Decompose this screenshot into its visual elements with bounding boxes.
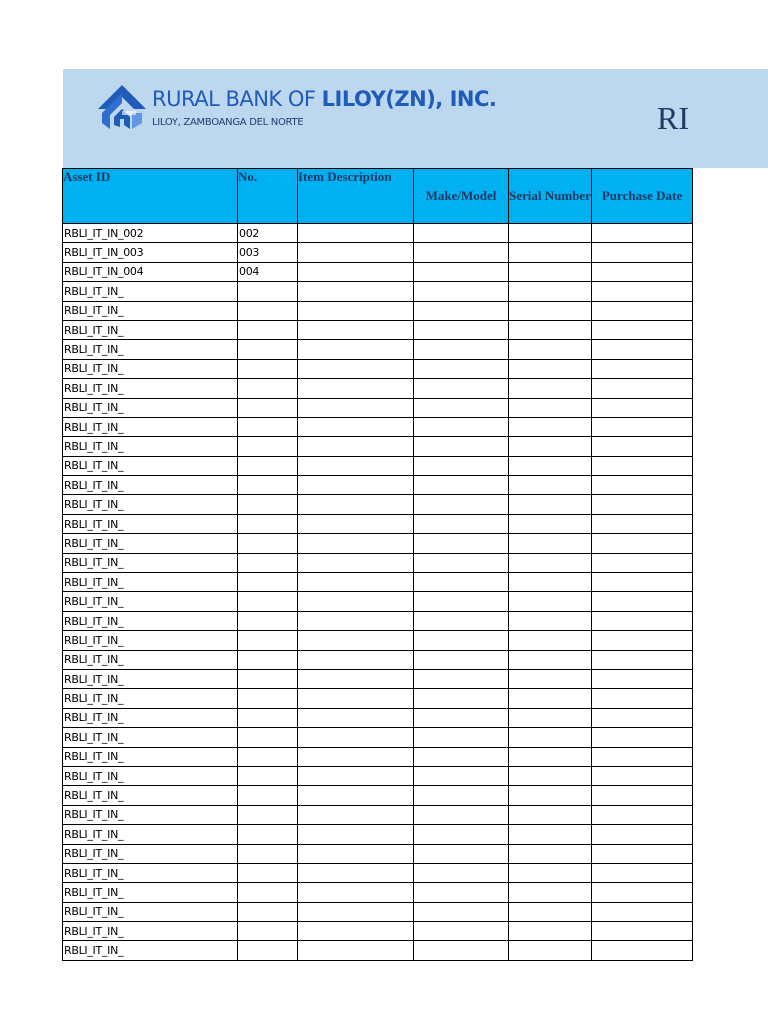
purchase-date-cell[interactable] xyxy=(592,320,693,339)
item-description-cell[interactable] xyxy=(298,534,414,553)
make-model-cell[interactable] xyxy=(414,611,509,630)
make-model-cell[interactable] xyxy=(414,825,509,844)
make-model-cell[interactable] xyxy=(414,786,509,805)
item-description-cell[interactable] xyxy=(298,805,414,824)
bank-address: LILOY, ZAMBOANGA DEL NORTE xyxy=(152,117,304,128)
table-row xyxy=(63,922,693,941)
purchase-date-cell[interactable] xyxy=(592,573,693,592)
serial-number-cell[interactable] xyxy=(509,224,592,243)
purchase-date-cell[interactable] xyxy=(592,534,693,553)
serial-number-cell[interactable] xyxy=(509,282,592,301)
table-row xyxy=(63,786,693,805)
serial-number-cell[interactable] xyxy=(509,611,592,630)
asset-id-cell[interactable]: RBLI_IT_IN_ xyxy=(63,301,238,320)
no-cell[interactable] xyxy=(238,863,298,882)
serial-number-cell[interactable] xyxy=(509,805,592,824)
no-cell[interactable]: 002 xyxy=(238,224,298,243)
serial-number-cell[interactable] xyxy=(509,417,592,436)
make-model-cell[interactable] xyxy=(414,340,509,359)
item-description-cell[interactable] xyxy=(298,708,414,727)
make-model-cell[interactable] xyxy=(414,456,509,475)
purchase-date-cell[interactable] xyxy=(592,359,693,378)
serial-number-cell[interactable] xyxy=(509,437,592,456)
item-description-cell[interactable] xyxy=(298,514,414,533)
asset-id-cell[interactable]: RBLI_IT_IN_ xyxy=(63,883,238,902)
no-cell[interactable]: 004 xyxy=(238,262,298,281)
table-row xyxy=(63,844,693,863)
item-description-cell[interactable] xyxy=(298,902,414,921)
make-model-cell[interactable] xyxy=(414,301,509,320)
column-header-no: No. xyxy=(238,169,298,224)
item-description-cell[interactable] xyxy=(298,476,414,495)
purchase-date-cell[interactable] xyxy=(592,669,693,688)
table-row xyxy=(63,495,693,514)
column-header-purchase-date: Purchase Date xyxy=(592,169,693,224)
asset-id-cell[interactable]: RBLI_IT_IN_ xyxy=(63,534,238,553)
asset-id-cell[interactable]: RBLI_IT_IN_ xyxy=(63,437,238,456)
asset-id-cell[interactable]: RBLI_IT_IN_ xyxy=(63,476,238,495)
table-row xyxy=(63,689,693,708)
table-row xyxy=(63,747,693,766)
serial-number-cell[interactable] xyxy=(509,592,592,611)
asset-table xyxy=(62,168,693,961)
table-row xyxy=(63,534,693,553)
serial-number-cell[interactable] xyxy=(509,825,592,844)
table-row xyxy=(63,476,693,495)
asset-id-cell[interactable]: RBLI_IT_IN_002 xyxy=(63,224,238,243)
asset-id-cell[interactable]: RBLI_IT_IN_ xyxy=(63,708,238,727)
no-cell[interactable]: 003 xyxy=(238,243,298,262)
table-row xyxy=(63,883,693,902)
table-row xyxy=(63,805,693,824)
purchase-date-cell[interactable] xyxy=(592,631,693,650)
column-header-make-model: Make/Model xyxy=(414,169,509,224)
no-cell[interactable] xyxy=(238,320,298,339)
no-cell[interactable] xyxy=(238,883,298,902)
no-cell[interactable] xyxy=(238,631,298,650)
serial-number-cell[interactable] xyxy=(509,747,592,766)
asset-id-cell[interactable]: RBLI_IT_IN_ xyxy=(63,611,238,630)
no-cell[interactable] xyxy=(238,728,298,747)
asset-id-cell[interactable]: RBLI_IT_IN_ xyxy=(63,863,238,882)
item-description-cell[interactable] xyxy=(298,243,414,262)
purchase-date-cell[interactable] xyxy=(592,301,693,320)
purchase-date-cell[interactable] xyxy=(592,340,693,359)
make-model-cell[interactable] xyxy=(414,863,509,882)
table-row xyxy=(63,301,693,320)
table-row xyxy=(63,669,693,688)
purchase-date-cell[interactable] xyxy=(592,224,693,243)
serial-number-cell[interactable] xyxy=(509,359,592,378)
serial-number-cell[interactable] xyxy=(509,573,592,592)
serial-number-cell[interactable] xyxy=(509,553,592,572)
item-description-cell[interactable] xyxy=(298,611,414,630)
column-header-serial-number: Serial Number xyxy=(509,169,592,224)
item-description-cell[interactable] xyxy=(298,437,414,456)
purchase-date-cell[interactable] xyxy=(592,476,693,495)
serial-number-cell[interactable] xyxy=(509,476,592,495)
make-model-cell[interactable] xyxy=(414,631,509,650)
table-body xyxy=(63,224,693,961)
table-row xyxy=(63,766,693,785)
no-cell[interactable] xyxy=(238,611,298,630)
item-description-cell[interactable] xyxy=(298,301,414,320)
asset-id-cell[interactable]: RBLI_IT_IN_ xyxy=(63,786,238,805)
asset-id-cell[interactable]: RBLI_IT_IN_ xyxy=(63,592,238,611)
serial-number-cell[interactable] xyxy=(509,708,592,727)
asset-id-cell[interactable]: RBLI_IT_IN_ xyxy=(63,728,238,747)
make-model-cell[interactable] xyxy=(414,669,509,688)
purchase-date-cell[interactable] xyxy=(592,437,693,456)
no-cell[interactable] xyxy=(238,398,298,417)
no-cell[interactable] xyxy=(238,825,298,844)
make-model-cell[interactable] xyxy=(414,476,509,495)
table-row xyxy=(63,398,693,417)
serial-number-cell[interactable] xyxy=(509,262,592,281)
table-row xyxy=(63,282,693,301)
serial-number-cell[interactable] xyxy=(509,631,592,650)
item-description-cell[interactable] xyxy=(298,320,414,339)
serial-number-cell[interactable] xyxy=(509,883,592,902)
asset-id-cell[interactable]: RBLI_IT_IN_ xyxy=(63,417,238,436)
table-row xyxy=(63,728,693,747)
no-cell[interactable] xyxy=(238,650,298,669)
purchase-date-cell[interactable] xyxy=(592,863,693,882)
purchase-date-cell[interactable] xyxy=(592,902,693,921)
asset-id-cell[interactable]: RBLI_IT_IN_003 xyxy=(63,243,238,262)
no-cell[interactable] xyxy=(238,902,298,921)
no-cell[interactable] xyxy=(238,476,298,495)
item-description-cell[interactable] xyxy=(298,728,414,747)
make-model-cell[interactable] xyxy=(414,398,509,417)
purchase-date-cell[interactable] xyxy=(592,495,693,514)
asset-id-cell[interactable]: RBLI_IT_IN_ xyxy=(63,747,238,766)
purchase-date-cell[interactable] xyxy=(592,805,693,824)
no-cell[interactable] xyxy=(238,534,298,553)
serial-number-cell[interactable] xyxy=(509,863,592,882)
no-cell[interactable] xyxy=(238,844,298,863)
serial-number-cell[interactable] xyxy=(509,728,592,747)
no-cell[interactable] xyxy=(238,379,298,398)
purchase-date-cell[interactable] xyxy=(592,922,693,941)
asset-id-cell[interactable]: RBLI_IT_IN_ xyxy=(63,282,238,301)
table-row xyxy=(63,611,693,630)
item-description-cell[interactable] xyxy=(298,825,414,844)
make-model-cell[interactable] xyxy=(414,553,509,572)
make-model-cell[interactable] xyxy=(414,243,509,262)
asset-id-cell[interactable]: RBLI_IT_IN_ xyxy=(63,553,238,572)
serial-number-cell[interactable] xyxy=(509,456,592,475)
table-row xyxy=(63,437,693,456)
no-cell[interactable] xyxy=(238,689,298,708)
asset-id-cell[interactable]: RBLI_IT_IN_ xyxy=(63,398,238,417)
table-row xyxy=(63,340,693,359)
make-model-cell[interactable] xyxy=(414,708,509,727)
table-row xyxy=(63,320,693,339)
item-description-cell[interactable] xyxy=(298,786,414,805)
item-description-cell[interactable] xyxy=(298,379,414,398)
asset-id-cell[interactable]: RBLI_IT_IN_ xyxy=(63,844,238,863)
item-description-cell[interactable] xyxy=(298,573,414,592)
serial-number-cell[interactable] xyxy=(509,844,592,863)
no-cell[interactable] xyxy=(238,941,298,960)
make-model-cell[interactable] xyxy=(414,282,509,301)
make-model-cell[interactable] xyxy=(414,844,509,863)
make-model-cell[interactable] xyxy=(414,747,509,766)
make-model-cell[interactable] xyxy=(414,922,509,941)
item-description-cell[interactable] xyxy=(298,262,414,281)
purchase-date-cell[interactable] xyxy=(592,379,693,398)
item-description-cell[interactable] xyxy=(298,359,414,378)
purchase-date-cell[interactable] xyxy=(592,243,693,262)
table-row xyxy=(63,359,693,378)
no-cell[interactable] xyxy=(238,495,298,514)
table-row xyxy=(63,262,693,281)
purchase-date-cell[interactable] xyxy=(592,514,693,533)
serial-number-cell[interactable] xyxy=(509,398,592,417)
serial-number-cell[interactable] xyxy=(509,340,592,359)
asset-id-cell[interactable]: RBLI_IT_IN_ xyxy=(63,631,238,650)
table-row xyxy=(63,514,693,533)
item-description-cell[interactable] xyxy=(298,456,414,475)
item-description-cell[interactable] xyxy=(298,553,414,572)
make-model-cell[interactable] xyxy=(414,417,509,436)
no-cell[interactable] xyxy=(238,708,298,727)
asset-id-cell[interactable]: RBLI_IT_IN_ xyxy=(63,514,238,533)
column-header-item-description: Item Description xyxy=(298,169,414,224)
serial-number-cell[interactable] xyxy=(509,786,592,805)
item-description-cell[interactable] xyxy=(298,592,414,611)
make-model-cell[interactable] xyxy=(414,437,509,456)
serial-number-cell[interactable] xyxy=(509,689,592,708)
make-model-cell[interactable] xyxy=(414,534,509,553)
purchase-date-cell[interactable] xyxy=(592,553,693,572)
serial-number-cell[interactable] xyxy=(509,650,592,669)
item-description-cell[interactable] xyxy=(298,631,414,650)
no-cell[interactable] xyxy=(238,573,298,592)
purchase-date-cell[interactable] xyxy=(592,689,693,708)
serial-number-cell[interactable] xyxy=(509,320,592,339)
serial-number-cell[interactable] xyxy=(509,243,592,262)
asset-id-cell[interactable]: RBLI_IT_IN_ xyxy=(63,805,238,824)
purchase-date-cell[interactable] xyxy=(592,941,693,960)
serial-number-cell[interactable] xyxy=(509,766,592,785)
bank-logo-icon xyxy=(96,83,148,135)
purchase-date-cell[interactable] xyxy=(592,825,693,844)
asset-id-cell[interactable]: RBLI_IT_IN_ xyxy=(63,922,238,941)
purchase-date-cell[interactable] xyxy=(592,786,693,805)
no-cell[interactable] xyxy=(238,340,298,359)
table-row xyxy=(63,243,693,262)
table-row xyxy=(63,863,693,882)
item-description-cell[interactable] xyxy=(298,398,414,417)
table-row xyxy=(63,708,693,727)
asset-id-cell[interactable]: RBLI_IT_IN_ xyxy=(63,359,238,378)
item-description-cell[interactable] xyxy=(298,340,414,359)
asset-id-cell[interactable]: RBLI_IT_IN_ xyxy=(63,456,238,475)
document-title: RI xyxy=(657,100,689,136)
no-cell[interactable] xyxy=(238,359,298,378)
serial-number-cell[interactable] xyxy=(509,941,592,960)
no-cell[interactable] xyxy=(238,301,298,320)
purchase-date-cell[interactable] xyxy=(592,611,693,630)
header-banner xyxy=(63,69,768,168)
table-row xyxy=(63,650,693,669)
serial-number-cell[interactable] xyxy=(509,514,592,533)
serial-number-cell[interactable] xyxy=(509,379,592,398)
make-model-cell[interactable] xyxy=(414,495,509,514)
purchase-date-cell[interactable] xyxy=(592,728,693,747)
column-header-asset-id: Asset ID xyxy=(63,169,238,224)
serial-number-cell[interactable] xyxy=(509,495,592,514)
purchase-date-cell[interactable] xyxy=(592,456,693,475)
make-model-cell[interactable] xyxy=(414,514,509,533)
purchase-date-cell[interactable] xyxy=(592,282,693,301)
asset-id-cell[interactable]: RBLI_IT_IN_ xyxy=(63,941,238,960)
item-description-cell[interactable] xyxy=(298,747,414,766)
no-cell[interactable] xyxy=(238,747,298,766)
purchase-date-cell[interactable] xyxy=(592,766,693,785)
serial-number-cell[interactable] xyxy=(509,301,592,320)
item-description-cell[interactable] xyxy=(298,863,414,882)
table-row xyxy=(63,573,693,592)
asset-id-cell[interactable]: RBLI_IT_IN_ xyxy=(63,320,238,339)
no-cell[interactable] xyxy=(238,553,298,572)
asset-id-cell[interactable]: RBLI_IT_IN_ xyxy=(63,573,238,592)
item-description-cell[interactable] xyxy=(298,883,414,902)
item-description-cell[interactable] xyxy=(298,669,414,688)
no-cell[interactable] xyxy=(238,417,298,436)
table-row xyxy=(63,224,693,243)
make-model-cell[interactable] xyxy=(414,379,509,398)
bank-name: RURAL BANK OF LILOY(ZN), INC. xyxy=(152,87,497,111)
serial-number-cell[interactable] xyxy=(509,902,592,921)
table-row xyxy=(63,592,693,611)
asset-id-cell[interactable]: RBLI_IT_IN_ xyxy=(63,825,238,844)
item-description-cell[interactable] xyxy=(298,417,414,436)
make-model-cell[interactable] xyxy=(414,941,509,960)
no-cell[interactable] xyxy=(238,514,298,533)
no-cell[interactable] xyxy=(238,805,298,824)
table-row xyxy=(63,379,693,398)
make-model-cell[interactable] xyxy=(414,805,509,824)
asset-id-cell[interactable]: RBLI_IT_IN_ xyxy=(63,689,238,708)
table-row xyxy=(63,825,693,844)
item-description-cell[interactable] xyxy=(298,844,414,863)
make-model-cell[interactable] xyxy=(414,224,509,243)
make-model-cell[interactable] xyxy=(414,359,509,378)
make-model-cell[interactable] xyxy=(414,883,509,902)
item-description-cell[interactable] xyxy=(298,282,414,301)
no-cell[interactable] xyxy=(238,592,298,611)
no-cell[interactable] xyxy=(238,922,298,941)
purchase-date-cell[interactable] xyxy=(592,417,693,436)
asset-id-cell[interactable]: RBLI_IT_IN_ xyxy=(63,902,238,921)
asset-id-cell[interactable]: RBLI_IT_IN_ xyxy=(63,650,238,669)
item-description-cell[interactable] xyxy=(298,689,414,708)
table-header-row xyxy=(63,169,693,224)
asset-id-cell[interactable]: RBLI_IT_IN_ xyxy=(63,379,238,398)
make-model-cell[interactable] xyxy=(414,262,509,281)
asset-id-cell[interactable]: RBLI_IT_IN_ xyxy=(63,340,238,359)
item-description-cell[interactable] xyxy=(298,495,414,514)
serial-number-cell[interactable] xyxy=(509,534,592,553)
make-model-cell[interactable] xyxy=(414,592,509,611)
no-cell[interactable] xyxy=(238,669,298,688)
make-model-cell[interactable] xyxy=(414,650,509,669)
table-row xyxy=(63,631,693,650)
item-description-cell[interactable] xyxy=(298,766,414,785)
purchase-date-cell[interactable] xyxy=(592,844,693,863)
asset-id-cell[interactable]: RBLI_IT_IN_ xyxy=(63,495,238,514)
item-description-cell[interactable] xyxy=(298,941,414,960)
no-cell[interactable] xyxy=(238,437,298,456)
make-model-cell[interactable] xyxy=(414,689,509,708)
asset-id-cell[interactable]: RBLI_IT_IN_004 xyxy=(63,262,238,281)
purchase-date-cell[interactable] xyxy=(592,747,693,766)
purchase-date-cell[interactable] xyxy=(592,592,693,611)
table-row xyxy=(63,417,693,436)
make-model-cell[interactable] xyxy=(414,766,509,785)
make-model-cell[interactable] xyxy=(414,320,509,339)
purchase-date-cell[interactable] xyxy=(592,708,693,727)
serial-number-cell[interactable] xyxy=(509,669,592,688)
item-description-cell[interactable] xyxy=(298,224,414,243)
item-description-cell[interactable] xyxy=(298,650,414,669)
purchase-date-cell[interactable] xyxy=(592,883,693,902)
make-model-cell[interactable] xyxy=(414,728,509,747)
table-row xyxy=(63,553,693,572)
serial-number-cell[interactable] xyxy=(509,922,592,941)
purchase-date-cell[interactable] xyxy=(592,398,693,417)
asset-id-cell[interactable]: RBLI_IT_IN_ xyxy=(63,669,238,688)
asset-id-cell[interactable]: RBLI_IT_IN_ xyxy=(63,766,238,785)
no-cell[interactable] xyxy=(238,766,298,785)
purchase-date-cell[interactable] xyxy=(592,650,693,669)
no-cell[interactable] xyxy=(238,786,298,805)
make-model-cell[interactable] xyxy=(414,902,509,921)
table-row xyxy=(63,941,693,960)
no-cell[interactable] xyxy=(238,282,298,301)
no-cell[interactable] xyxy=(238,456,298,475)
make-model-cell[interactable] xyxy=(414,573,509,592)
table-row xyxy=(63,456,693,475)
item-description-cell[interactable] xyxy=(298,922,414,941)
purchase-date-cell[interactable] xyxy=(592,262,693,281)
table-row xyxy=(63,902,693,921)
